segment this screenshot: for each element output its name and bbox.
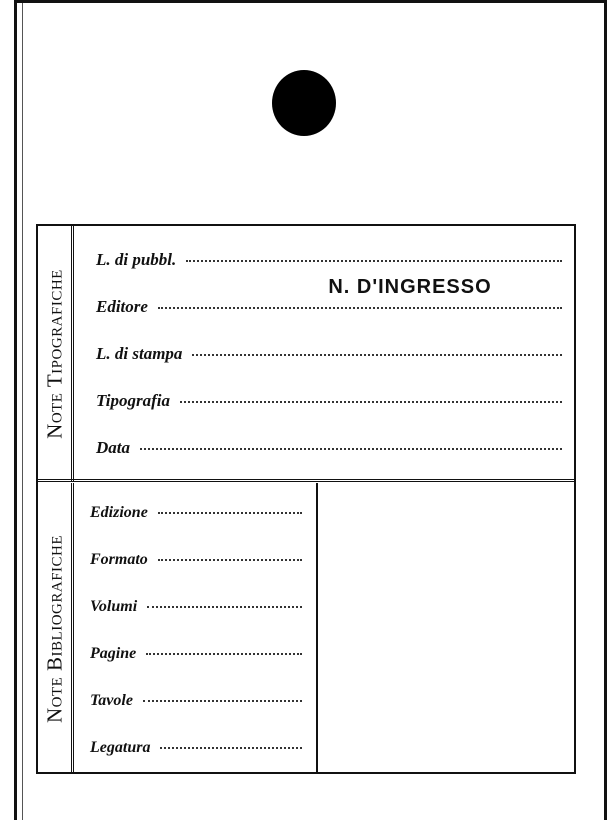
typographic-notes-band bbox=[38, 226, 74, 481]
field-label: Volumi bbox=[90, 598, 138, 615]
field-label: Tavole bbox=[90, 692, 133, 709]
field-label: L. di pubbl. bbox=[96, 250, 177, 269]
typographic-notes-label: Note Tipografiche bbox=[42, 268, 66, 439]
field-label: Data bbox=[96, 438, 130, 457]
field-date[interactable] bbox=[96, 438, 562, 458]
field-plates[interactable] bbox=[90, 692, 302, 710]
column-divider bbox=[316, 483, 318, 774]
fill-line bbox=[143, 700, 302, 702]
bibliographic-notes-label: Note Bibliografiche bbox=[42, 534, 66, 723]
field-format[interactable] bbox=[90, 551, 302, 569]
field-label: Edizione bbox=[90, 504, 148, 521]
card-left-edge bbox=[14, 0, 17, 820]
fill-line bbox=[158, 559, 302, 561]
fill-line bbox=[140, 448, 562, 450]
card-left-inner-edge bbox=[22, 0, 23, 820]
field-place-of-publication[interactable] bbox=[96, 250, 562, 270]
field-label: Legatura bbox=[90, 739, 151, 756]
field-binding[interactable] bbox=[90, 739, 302, 757]
field-label: Formato bbox=[90, 551, 148, 568]
field-label: Tipografia bbox=[96, 391, 170, 410]
fill-line bbox=[192, 354, 562, 356]
fill-line bbox=[180, 401, 562, 403]
fill-line bbox=[186, 260, 562, 262]
field-label: Editore bbox=[96, 297, 148, 316]
field-edition[interactable] bbox=[90, 504, 302, 522]
card-right-edge bbox=[604, 0, 607, 820]
fill-line bbox=[158, 512, 302, 514]
form-frame bbox=[36, 224, 576, 774]
fill-line bbox=[146, 653, 302, 655]
accession-number-label: N. D'INGRESSO bbox=[328, 276, 492, 298]
punch-hole bbox=[272, 70, 336, 136]
fill-line bbox=[160, 747, 302, 749]
fill-line bbox=[147, 606, 302, 608]
field-place-of-printing[interactable] bbox=[96, 344, 562, 364]
field-label: L. di stampa bbox=[96, 344, 183, 363]
field-publisher[interactable] bbox=[96, 297, 562, 317]
section-divider bbox=[38, 479, 574, 482]
field-volumes[interactable] bbox=[90, 598, 302, 616]
field-pages[interactable] bbox=[90, 645, 302, 663]
field-printer[interactable] bbox=[96, 391, 562, 411]
fill-line bbox=[158, 307, 562, 309]
field-label: Pagine bbox=[90, 645, 137, 662]
bibliographic-notes-band bbox=[38, 483, 74, 774]
card-top-edge bbox=[14, 0, 607, 3]
